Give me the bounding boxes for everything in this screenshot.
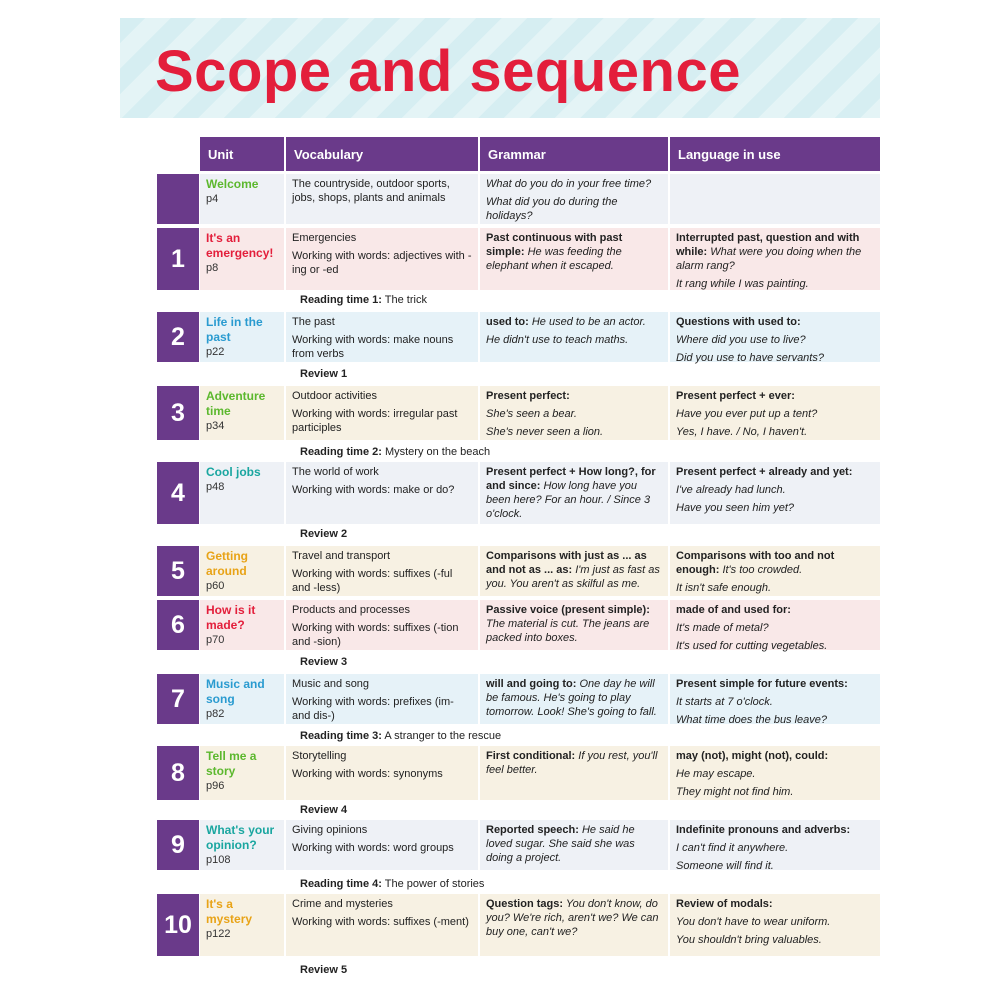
text-line <box>486 897 662 939</box>
header-grammar: Grammar <box>480 137 668 171</box>
text-line <box>486 315 662 329</box>
text-line <box>486 603 662 645</box>
italic-text: Have you seen him yet? <box>676 502 795 514</box>
section-separator <box>300 656 347 668</box>
bold-text: Questions with used to: <box>676 316 801 328</box>
header-vocabulary: Vocabulary <box>286 137 478 171</box>
text-line <box>676 389 874 403</box>
unit-page: p8 <box>206 262 219 274</box>
unit-cell <box>200 746 284 800</box>
unit-number: 10 <box>157 894 199 956</box>
language-cell <box>670 228 880 290</box>
unit-cell <box>200 312 284 362</box>
unit-page: p60 <box>206 580 225 592</box>
language-cell <box>670 312 880 362</box>
italic-text: She's seen a bear. <box>486 408 577 420</box>
vocabulary-cell <box>286 546 478 596</box>
text-line <box>676 749 874 763</box>
text-line <box>676 767 874 781</box>
vocabulary-line: Giving opinions <box>292 824 368 836</box>
vocabulary-cell <box>286 674 478 724</box>
vocabulary-line: The countryside, outdoor sports, jobs, shops, plants and animals <box>292 178 450 204</box>
section-separator <box>300 878 484 890</box>
italic-text: It starts at 7 o'clock. <box>676 696 773 708</box>
italic-text: He was feeding the elephant when it escaped. <box>486 246 622 272</box>
unit-page: p34 <box>206 420 225 432</box>
grammar-cell <box>480 174 668 224</box>
unit-name: Music and song <box>206 677 265 706</box>
unit-page: p4 <box>206 193 219 205</box>
italic-text: I've already had lunch. <box>676 484 786 496</box>
text-line <box>486 425 662 439</box>
vocabulary-line: Working with words: synonyms <box>292 768 443 780</box>
text-line <box>486 677 662 719</box>
language-cell <box>670 746 880 800</box>
text-line <box>676 713 874 727</box>
text-line <box>486 465 662 521</box>
vocabulary-line: Working with words: suffixes (-ful and -less) <box>292 568 453 594</box>
vocabulary-cell <box>286 820 478 870</box>
bold-text: Past continuous with past simple: <box>486 232 623 258</box>
language-cell <box>670 674 880 724</box>
grammar-cell <box>480 894 668 956</box>
page-title: Scope and sequence <box>155 39 741 104</box>
bold-text: made of and used for: <box>676 604 791 616</box>
bold-text: may (not), might (not), could: <box>676 750 829 762</box>
unit-name: It's an emergency! <box>206 231 274 260</box>
text-line <box>676 859 874 873</box>
vocabulary-cell <box>286 600 478 650</box>
separator-title: Mystery on the beach <box>381 446 491 458</box>
bold-text: will and going to: <box>486 678 577 690</box>
grammar-cell <box>480 746 668 800</box>
text-line <box>676 677 874 691</box>
unit-page: p122 <box>206 928 231 940</box>
vocabulary-line: Working with words: make or do? <box>292 484 455 496</box>
separator-title: The trick <box>381 294 427 306</box>
vocabulary-line: The past <box>292 316 335 328</box>
vocabulary-line: Crime and mysteries <box>292 898 393 910</box>
bold-text: used to: <box>486 316 529 328</box>
italic-text: What were you doing when the alarm rang? <box>676 246 862 272</box>
text-line <box>486 749 662 777</box>
bold-text: Indefinite pronouns and adverbs: <box>676 824 851 836</box>
italic-text: Have you ever put up a tent? <box>676 408 818 420</box>
section-separator <box>300 368 347 380</box>
text-line <box>486 231 662 273</box>
vocabulary-cell <box>286 462 478 524</box>
italic-text: It's too crowded. <box>719 564 803 576</box>
bold-text: Question tags: <box>486 898 564 910</box>
unit-name: Adventure time <box>206 389 266 418</box>
bold-text: Present perfect + How long?, for and since: <box>486 466 656 492</box>
section-separator <box>300 730 501 742</box>
grammar-cell <box>480 312 668 362</box>
separator-title: The power of stories <box>381 878 485 890</box>
unit-number: 1 <box>157 228 199 290</box>
text-line <box>676 549 874 577</box>
italic-text: It rang while I was painting. <box>676 278 809 290</box>
separator-label: Reading time 1: <box>300 294 382 306</box>
vocabulary-line: Music and song <box>292 678 370 690</box>
unit-number: 4 <box>157 462 199 524</box>
language-cell <box>670 600 880 650</box>
vocabulary-cell <box>286 174 478 224</box>
italic-text: What time does the bus leave? <box>676 714 828 726</box>
vocabulary-line: Working with words: suffixes (-ment) <box>292 916 469 928</box>
text-line <box>676 933 874 947</box>
vocabulary-line: Storytelling <box>292 750 347 762</box>
unit-page: p70 <box>206 634 225 646</box>
text-line <box>486 407 662 421</box>
bold-text: Passive voice (present simple): <box>486 604 650 616</box>
unit-number: 2 <box>157 312 199 362</box>
unit-number: 8 <box>157 746 199 800</box>
text-line <box>486 823 662 865</box>
unit-page: p82 <box>206 708 225 720</box>
text-line <box>676 915 874 929</box>
section-separator <box>300 804 347 816</box>
language-cell <box>670 462 880 524</box>
italic-text: You don't know, do you? We're rich, aren't we? We can buy one, can't we? <box>486 898 659 938</box>
italic-text: Yes, I have. / No, I haven't. <box>676 426 808 438</box>
text-line <box>676 581 874 595</box>
bold-text: Present perfect + ever: <box>676 390 795 402</box>
language-cell <box>670 894 880 956</box>
language-cell <box>670 820 880 870</box>
bold-text: Present perfect + already and yet: <box>676 466 853 478</box>
separator-label: Review 2 <box>300 528 348 540</box>
text-line <box>676 407 874 421</box>
language-cell <box>670 174 880 224</box>
italic-text: They might not find him. <box>676 786 794 798</box>
text-line <box>676 785 874 799</box>
grammar-cell <box>480 820 668 870</box>
vocabulary-line: Working with words: prefixes (im- and dis-) <box>292 696 454 722</box>
header-language-in-use: Language in use <box>670 137 880 171</box>
separator-label: Review 3 <box>300 656 348 668</box>
text-line <box>676 277 874 291</box>
unit-name: Getting around <box>206 549 248 578</box>
unit-cell <box>200 546 284 596</box>
vocabulary-line: Working with words: adjectives with -ing or -ed <box>292 250 472 276</box>
unit-cell <box>200 228 284 290</box>
unit-page: p22 <box>206 346 225 358</box>
vocabulary-cell <box>286 386 478 440</box>
unit-cell <box>200 462 284 524</box>
bold-text: Comparisons with just as ... as and not as ... as: <box>486 550 647 576</box>
text-line <box>676 897 874 911</box>
text-line <box>676 425 874 439</box>
grammar-cell <box>480 462 668 524</box>
grammar-cell <box>480 228 668 290</box>
text-line <box>676 841 874 855</box>
unit-number: 6 <box>157 600 199 650</box>
italic-text: She's never seen a lion. <box>486 426 604 438</box>
italic-text: He didn't use to teach maths. <box>486 334 629 346</box>
section-separator <box>300 294 427 306</box>
italic-text: Where did you use to live? <box>676 334 806 346</box>
vocabulary-cell <box>286 894 478 956</box>
bold-text: Reported speech: <box>486 824 579 836</box>
unit-cell <box>200 174 284 224</box>
section-separator <box>300 528 347 540</box>
bold-text: Interrupted past, question and with while: <box>676 232 860 258</box>
grammar-cell <box>480 674 668 724</box>
separator-label: Review 4 <box>300 804 348 816</box>
text-line <box>676 501 874 515</box>
italic-text: I'm just as fast as you. You aren't as skilful as me. <box>486 564 660 590</box>
separator-title: A stranger to the rescue <box>381 730 502 742</box>
italic-text: If you rest, you'll feel better. <box>486 750 658 776</box>
unit-name: Welcome <box>206 177 259 191</box>
text-line <box>676 315 874 329</box>
grammar-cell <box>480 386 668 440</box>
vocabulary-line: Products and processes <box>292 604 411 616</box>
vocabulary-line: Outdoor activities <box>292 390 377 402</box>
italic-text: Someone will find it. <box>676 860 774 872</box>
vocabulary-cell <box>286 746 478 800</box>
vocabulary-line: Working with words: irregular past participles <box>292 408 458 434</box>
text-line <box>676 333 874 347</box>
separator-label: Reading time 2: <box>300 446 382 458</box>
vocabulary-line: Working with words: make nouns from verbs <box>292 334 454 360</box>
italic-text: How long have you been here? For an hour. / Since 3 o'clock. <box>486 480 651 520</box>
unit-number: 7 <box>157 674 199 724</box>
italic-text: He said he loved sugar. She said she was doing a project. <box>486 824 635 864</box>
separator-label: Reading time 3: <box>300 730 382 742</box>
italic-text: You don't have to wear uniform. <box>676 916 831 928</box>
italic-text: One day he will be famous. He's going to play tomorrow. Look! She's going to fall. <box>486 678 657 718</box>
vocabulary-line: Working with words: suffixes (-tion and -sion) <box>292 622 459 648</box>
section-separator <box>300 446 490 458</box>
unit-name: What's your opinion? <box>206 823 275 852</box>
header-unit: Unit <box>200 137 284 171</box>
text-line <box>486 389 662 403</box>
italic-text: It's made of metal? <box>676 622 769 634</box>
unit-number: 9 <box>157 820 199 870</box>
text-line <box>486 333 662 347</box>
vocabulary-cell <box>286 312 478 362</box>
unit-name: How is it made? <box>206 603 256 632</box>
unit-page: p48 <box>206 481 225 493</box>
unit-cell <box>200 820 284 870</box>
bold-text: Comparisons with too and not enough: <box>676 550 835 576</box>
bold-text: Review of modals: <box>676 898 773 910</box>
vocabulary-line: Working with words: word groups <box>292 842 454 854</box>
unit-cell <box>200 600 284 650</box>
separator-label: Review 5 <box>300 964 348 976</box>
vocabulary-line: Travel and transport <box>292 550 391 562</box>
italic-text: Did you use to have servants? <box>676 352 824 364</box>
unit-page: p108 <box>206 854 231 866</box>
text-line <box>676 621 874 635</box>
unit-cell <box>200 386 284 440</box>
italic-text: He used to be an actor. <box>528 316 646 328</box>
separator-label: Review 1 <box>300 368 348 380</box>
italic-text: He may escape. <box>676 768 756 780</box>
text-line <box>676 483 874 497</box>
text-line <box>676 351 874 365</box>
unit-cell <box>200 674 284 724</box>
italic-text: I can't find it anywhere. <box>676 842 789 854</box>
italic-text: It isn't safe enough. <box>676 582 772 594</box>
text-line <box>676 231 874 273</box>
text-line <box>676 465 874 479</box>
unit-name: It's a mystery <box>206 897 253 926</box>
language-cell <box>670 546 880 596</box>
text-line <box>486 177 662 191</box>
text-line <box>486 549 662 591</box>
text-line <box>676 695 874 709</box>
unit-page: p96 <box>206 780 225 792</box>
vocabulary-line: Emergencies <box>292 232 357 244</box>
italic-text: What did you do during the holidays? <box>486 196 618 222</box>
bold-text: First conditional: <box>486 750 576 762</box>
section-separator <box>300 964 347 976</box>
unit-name: Cool jobs <box>206 465 261 479</box>
text-line <box>486 195 662 223</box>
unit-cell <box>200 894 284 956</box>
unit-number: 3 <box>157 386 199 440</box>
bold-text: Present simple for future events: <box>676 678 848 690</box>
unit-name: Tell me a story <box>206 749 257 778</box>
unit-number: 5 <box>157 546 199 596</box>
italic-text: What do you do in your free time? <box>486 178 652 190</box>
text-line <box>676 823 874 837</box>
vocabulary-line: The world of work <box>292 466 379 478</box>
separator-label: Reading time 4: <box>300 878 382 890</box>
grammar-cell <box>480 546 668 596</box>
italic-text: It's used for cutting vegetables. <box>676 640 828 652</box>
italic-text: You shouldn't bring valuables. <box>676 934 822 946</box>
bold-text: Present perfect: <box>486 390 570 402</box>
unit-number <box>157 174 199 224</box>
grammar-cell <box>480 600 668 650</box>
unit-name: Life in the past <box>206 315 263 344</box>
italic-text: The material is cut. The jeans are packed into boxes. <box>486 618 650 644</box>
text-line <box>676 639 874 653</box>
vocabulary-cell <box>286 228 478 290</box>
language-cell <box>670 386 880 440</box>
text-line <box>676 603 874 617</box>
